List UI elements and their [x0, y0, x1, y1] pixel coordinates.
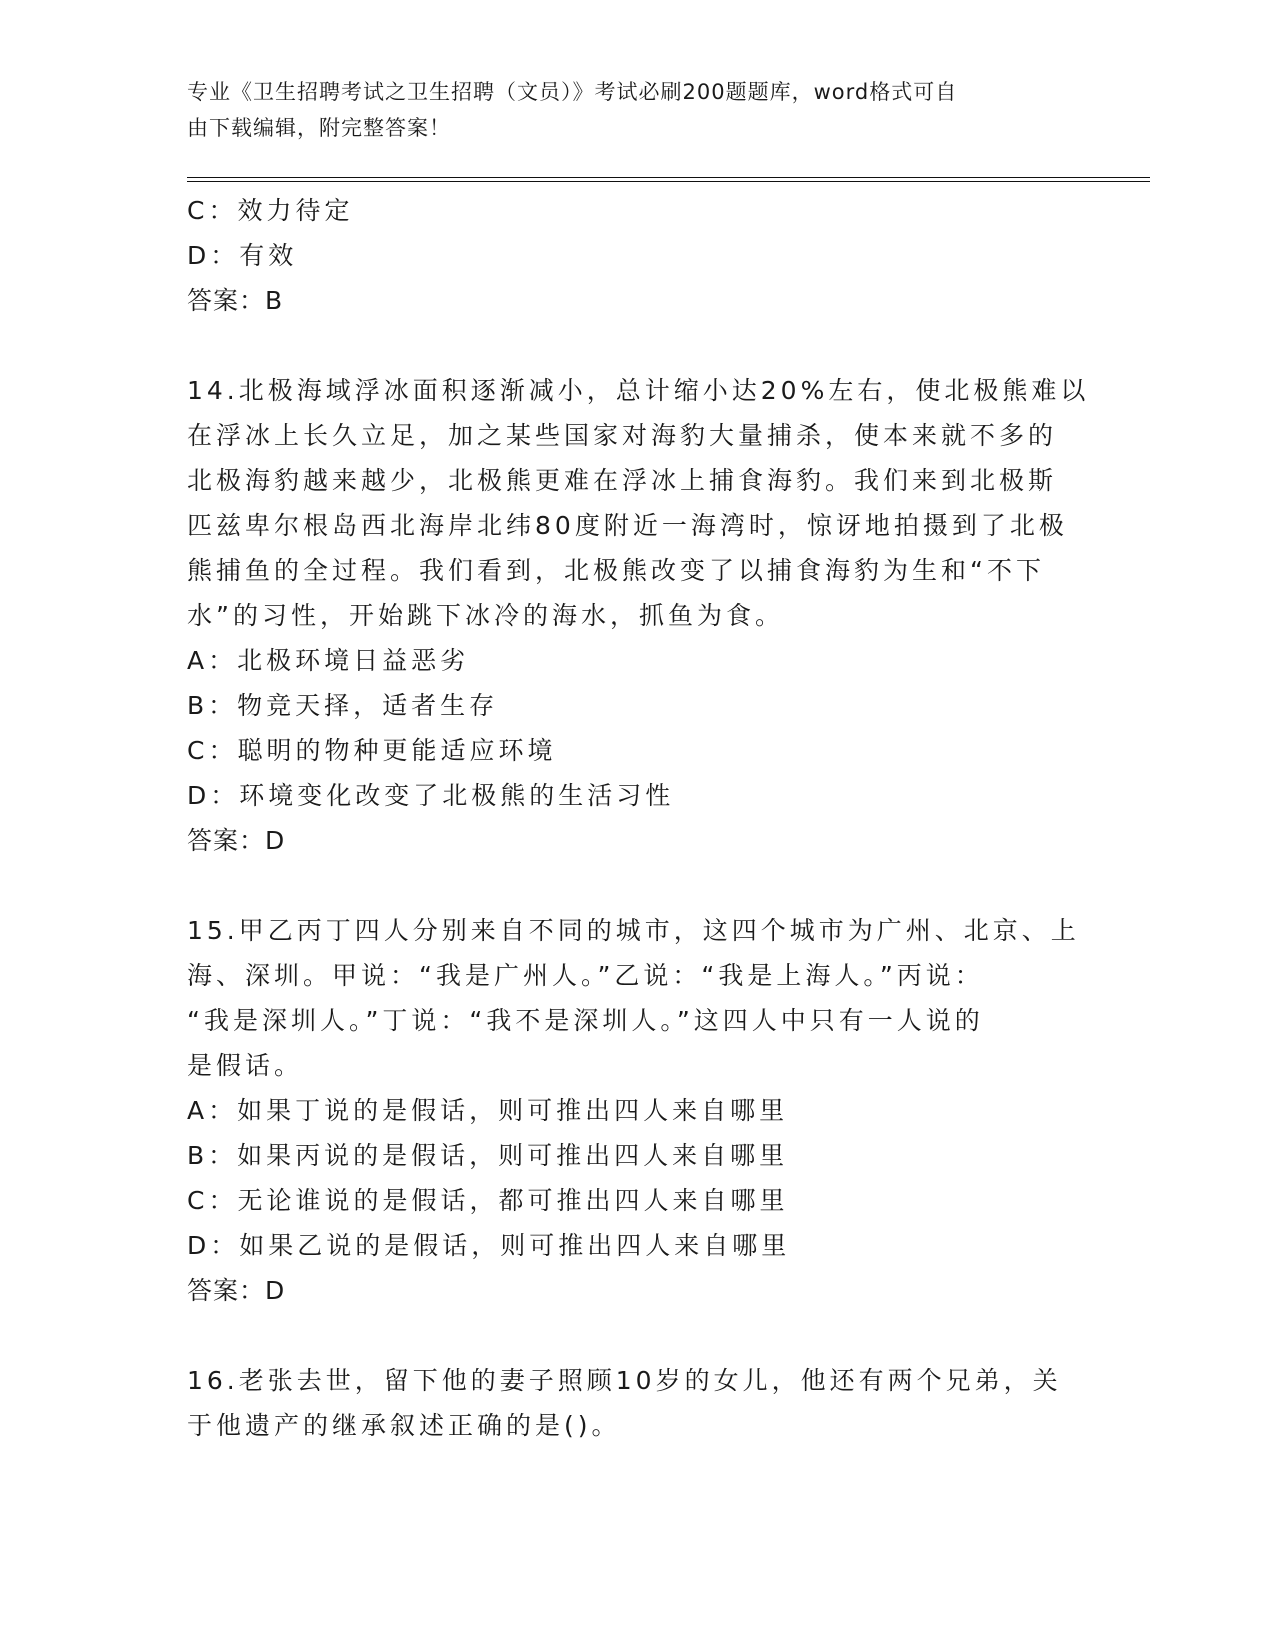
header-line-1: 专业《卫生招聘考试之卫生招聘（文员）》考试必刷200题题库，word格式可自 [187, 80, 958, 104]
question-stem [187, 368, 1090, 638]
question-stem-line: 15.甲乙丙丁四人分别来自不同的城市，这四个城市为广州、北京、上 [187, 916, 1080, 945]
option-b: B：如果丙说的是假话，则可推出四人来自哪里 [187, 1141, 789, 1170]
option-c: C：无论谁说的是假话，都可推出四人来自哪里 [187, 1186, 789, 1215]
question-stem-line: 16.老张去世，留下他的妻子照顾10岁的女儿，他还有两个兄弟，关 [187, 1366, 1062, 1395]
question-stem-line: 是假话。 [187, 1051, 304, 1080]
header-line-2: 由下载编辑，附完整答案！ [187, 116, 451, 140]
question-stem [187, 1358, 1077, 1448]
option-d: D：如果乙说的是假话，则可推出四人来自哪里 [187, 1231, 791, 1260]
question-13-tail [187, 188, 1077, 323]
question-stem-line: 北极海豹越来越少，北极熊更难在浮冰上捕食海豹。我们来到北极斯 [187, 466, 1058, 495]
header-divider-bottom [187, 181, 1150, 182]
question-content [187, 188, 1090, 1448]
header-divider-top [187, 177, 1150, 178]
question-stem-line: 匹兹卑尔根岛西北海岸北纬80度附近一海湾时，惊讶地拍摄到了北极 [187, 511, 1068, 540]
option-d: D：环境变化改变了北极熊的生活习性 [187, 781, 675, 810]
option-d: D：有效 [187, 241, 298, 270]
question-14 [187, 368, 1090, 863]
document-header [187, 74, 1067, 146]
question-stem-line: 水”的习性，开始跳下冰冷的海水，抓鱼为食。 [187, 601, 784, 630]
question-15 [187, 908, 1080, 1313]
question-stem-line: 在浮冰上长久立足，加之某些国家对海豹大量捕杀，使本来就不多的 [187, 421, 1058, 450]
answer: 答案：B [187, 286, 284, 315]
spacer [187, 863, 1077, 908]
question-stem-line: 熊捕鱼的全过程。我们看到，北极熊改变了以捕食海豹为生和“不下 [187, 556, 1045, 585]
option-c: C：聪明的物种更能适应环境 [187, 736, 557, 765]
option-a: A：北极环境日益恶劣 [187, 646, 470, 675]
option-b: B：物竞天择，适者生存 [187, 691, 499, 720]
question-stem-line: 海、深圳。甲说：“我是广州人。”乙说：“我是上海人。”丙说： [187, 961, 984, 990]
question-stem-line: 于他遗产的继承叙述正确的是()。 [187, 1411, 621, 1440]
option-c: C：效力待定 [187, 196, 354, 225]
answer: 答案：D [187, 826, 286, 855]
spacer [187, 323, 1077, 368]
question-16 [187, 1358, 1077, 1448]
question-stem-line: “我是深圳人。”丁说：“我不是深圳人。”这四人中只有一人说的 [187, 1006, 984, 1035]
question-stem [187, 908, 1080, 1088]
option-a: A：如果丁说的是假话，则可推出四人来自哪里 [187, 1096, 789, 1125]
spacer [187, 1313, 1077, 1358]
question-stem-line: 14.北极海域浮冰面积逐渐减小，总计缩小达20%左右，使北极熊难以 [187, 376, 1090, 405]
answer: 答案：D [187, 1276, 286, 1305]
